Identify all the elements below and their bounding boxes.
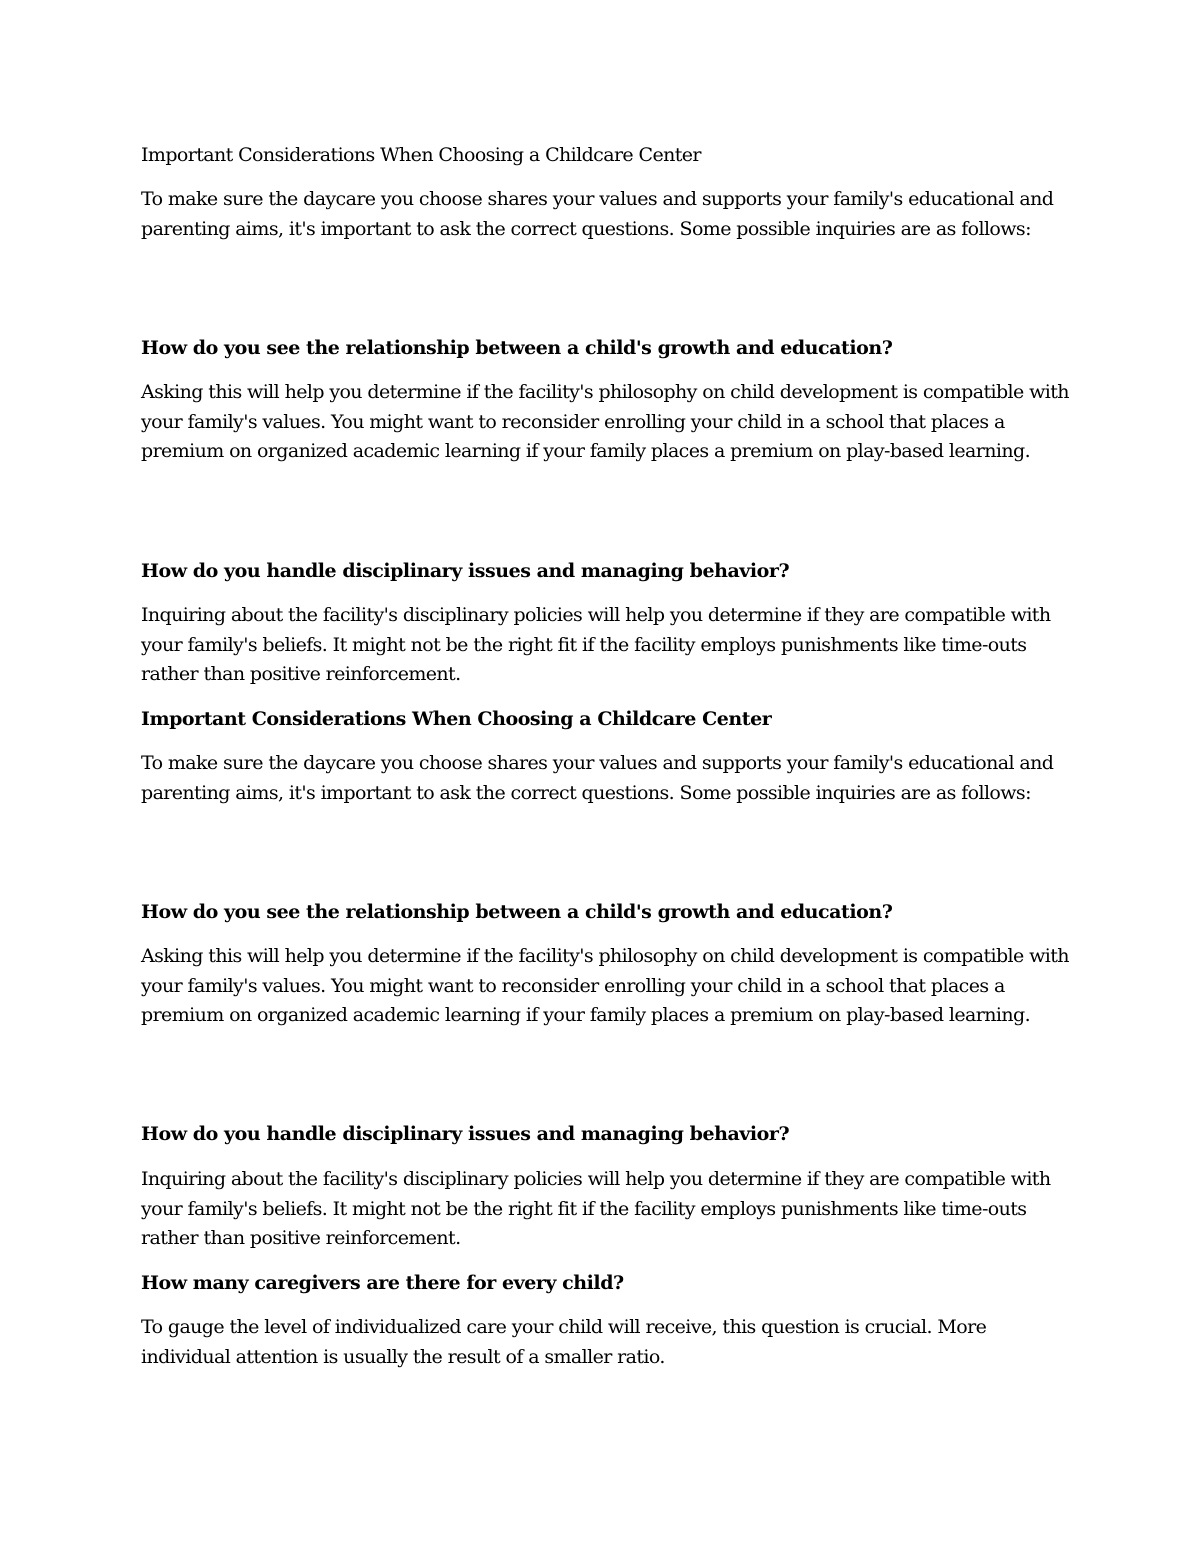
answer-paragraph-discipline-repeat: Inquiring about the facility's disciplinary policies will help you determine if they are compatible with your family's beliefs. It might not be the right fit if the facility employs punishments like time-outs rather than positive reinforcement. <box>141 1168 1051 1249</box>
section-heading-repeat: Important Considerations When Choosing a Childcare Center <box>141 708 772 730</box>
answer-paragraph-growth-repeat: Asking this will help you determine if the facility's philosophy on child development is compatible with your family's values. You might want to reconsider enrolling your child in a school that places a premium on organized academic learning if your family places a premium on play-based learning. <box>141 945 1069 1026</box>
answer-paragraph-ratio: To gauge the level of individualized care your child will receive, this question is crucial. More individual attention is usually the result of a smaller ratio. <box>141 1316 987 1368</box>
question-heading-growth: How do you see the relationship between a child's growth and education? <box>141 337 893 359</box>
intro-paragraph: To make sure the daycare you choose shares your values and supports your family's educational and parenting aims, it's important to ask the correct questions. Some possible inquiries are as follows: <box>141 188 1054 240</box>
question-heading-growth-repeat: How do you see the relationship between a child's growth and education? <box>141 901 893 923</box>
answer-paragraph-discipline: Inquiring about the facility's disciplinary policies will help you determine if they are compatible with your family's beliefs. It might not be the right fit if the facility employs punishments like time-outs rather than positive reinforcement. <box>141 604 1051 685</box>
question-heading-discipline-repeat: How do you handle disciplinary issues and managing behavior? <box>141 1123 790 1145</box>
answer-paragraph-growth: Asking this will help you determine if the facility's philosophy on child development is compatible with your family's values. You might want to reconsider enrolling your child in a school that places a premium on organized academic learning if your family places a premium on play-based learning. <box>141 381 1069 462</box>
document-title: Important Considerations When Choosing a Childcare Center <box>141 144 701 166</box>
question-heading-ratio: How many caregivers are there for every child? <box>141 1272 624 1294</box>
question-heading-discipline: How do you handle disciplinary issues and managing behavior? <box>141 560 790 582</box>
intro-paragraph-repeat: To make sure the daycare you choose shares your values and supports your family's educational and parenting aims, it's important to ask the correct questions. Some possible inquiries are as follows: <box>141 752 1054 804</box>
